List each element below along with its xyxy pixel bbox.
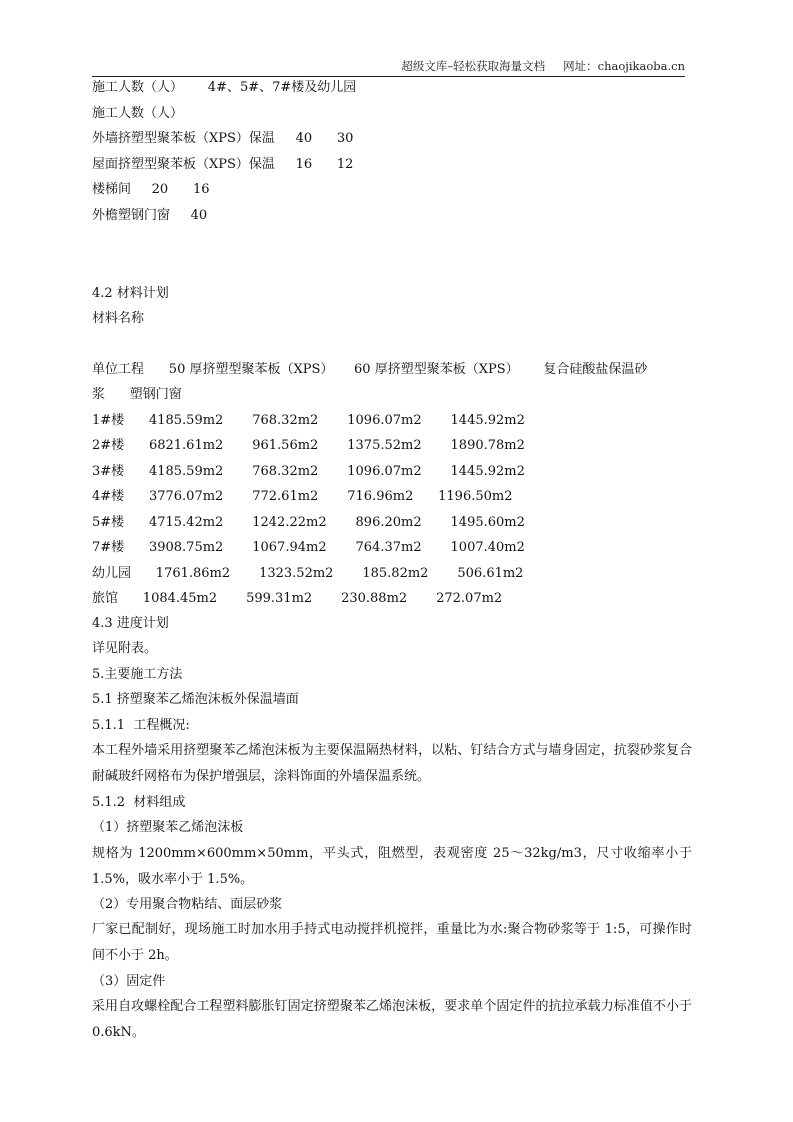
header-url: 网址：chaojikaoba.cn	[563, 59, 685, 73]
schedule-text: 详见附表。	[92, 641, 158, 656]
workers-row: 外墙挤塑型聚苯板（XPS）保温 40 30	[92, 131, 354, 146]
section-title-methods: 5.主要施工方法	[92, 667, 183, 682]
section-title-schedule: 4.3 进度计划	[92, 616, 169, 631]
item1-text: 规格为 1200mm×600mm×50mm，平头式，阻燃型，表观密度 25～32kg/m3，尺寸收缩率小于 1.5%，吸水率小于 1.5%。	[92, 846, 692, 887]
workers-row: 屋面挤塑型聚苯板（XPS）保温 16 12	[92, 157, 354, 172]
header-title: 超级文库–轻松获取海量文档	[401, 59, 546, 73]
materials-row: 3#楼 4185.59m2 768.32m2 1096.07m2 1445.92m2	[92, 464, 525, 479]
materials-columns-2: 浆 塑钢门窗	[92, 387, 182, 402]
item2-text: 厂家已配制好，现场施工时加水用手持式电动搅拌机搅拌，重量比为水:聚合物砂浆等于 1:5，可操作时间不小于 2h。	[92, 922, 692, 963]
workers-header-1: 施工人数（人） 4#、5#、7#楼及幼儿园	[92, 80, 357, 95]
materials-row: 4#楼 3776.07m2 772.61m2 716.96m2 1196.50m2	[92, 489, 513, 504]
workers-row: 外檐塑钢门窗 40	[92, 208, 208, 223]
item3-text: 采用自攻螺栓配合工程塑料膨胀钉固定挤塑聚苯乙烯泡沫板，要求单个固定件的抗拉承载力标准值不小于 0.6kN。	[92, 999, 692, 1040]
materials-row: 5#楼 4715.42m2 1242.22m2 896.20m2 1495.60m2	[92, 515, 525, 530]
section-title-materials: 4.2 材料计划	[92, 286, 169, 301]
overview-text: 本工程外墙采用挤塑聚苯乙烯泡沫板为主要保温隔热材料，以粘、钉结合方式与墙身固定，抗裂砂浆复合耐碱玻纤网格布为保护增强层，涂料饰面的外墙保温系统。	[92, 743, 692, 784]
overview-title: 5.1.1 工程概况:	[92, 718, 190, 733]
materials-row: 2#楼 6821.61m2 961.56m2 1375.52m2 1890.78m2	[92, 438, 525, 453]
item3-title: （3）固定件	[92, 974, 166, 989]
subsection-title: 5.1 挤塑聚苯乙烯泡沫板外保温墙面	[92, 692, 299, 707]
page-header	[92, 58, 685, 77]
materials-name-label: 材料名称	[92, 311, 145, 326]
materials-columns-1: 单位工程 50 厚挤塑型聚苯板（XPS） 60 厚挤塑型聚苯板（XPS） 复合硅酸盐保温砂	[92, 362, 648, 377]
materials-row: 1#楼 4185.59m2 768.32m2 1096.07m2 1445.92m2	[92, 413, 525, 428]
materials-row: 7#楼 3908.75m2 1067.94m2 764.37m2 1007.40m2	[92, 540, 525, 555]
composition-title: 5.1.2 材料组成	[92, 795, 186, 810]
materials-row: 旅馆 1084.45m2 599.31m2 230.88m2 272.07m2	[92, 591, 503, 606]
materials-row: 幼儿园 1761.86m2 1323.52m2 185.82m2 506.61m2	[92, 566, 524, 581]
workers-row: 楼梯间 20 16	[92, 182, 210, 197]
workers-header-2: 施工人数（人）	[92, 106, 184, 121]
item2-title: （2）专用聚合物粘结、面层砂浆	[92, 897, 283, 912]
item1-title: （1）挤塑聚苯乙烯泡沫板	[92, 820, 244, 835]
